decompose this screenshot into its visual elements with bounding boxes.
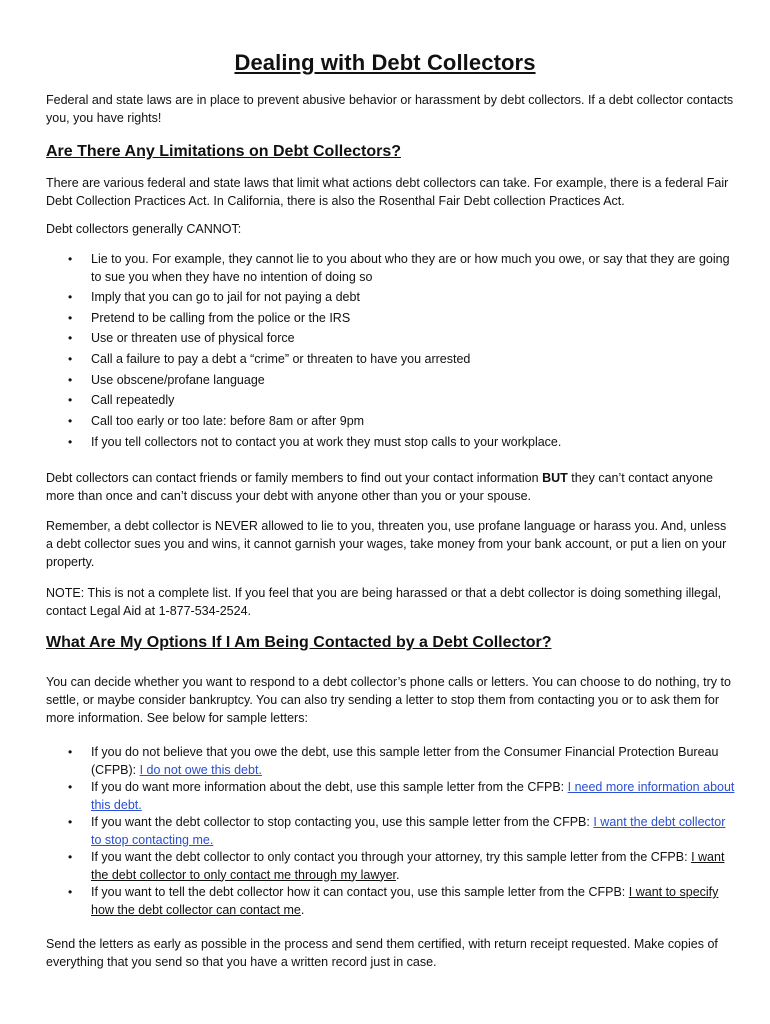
list-item: • Call repeatedly bbox=[46, 392, 736, 410]
bullet-icon: • bbox=[68, 885, 73, 899]
bullet-icon: • bbox=[68, 745, 73, 759]
bullet-icon: • bbox=[68, 252, 73, 266]
closing-paragraph: Send the letters as early as possible in the process and send them certified, with return receipt requested. Make copies of everything that you send so that you have a written record just in case. bbox=[46, 937, 718, 969]
list-item: • Use or threaten use of physical force bbox=[46, 330, 736, 348]
cannot-intro: Debt collectors generally CANNOT: bbox=[46, 222, 242, 236]
bullet-icon: • bbox=[68, 331, 73, 346]
laws-paragraph: There are various federal and state laws that limit what actions debt collectors can take. For example, there is a federal Fair Debt Collection Practices Act. In California, there is also the Rosenthal Fair Debt collection Practices Act. bbox=[46, 176, 729, 208]
list-item: • Use obscene/profane language bbox=[46, 372, 736, 390]
letter-link-more-information[interactable]: I need more information about this debt. bbox=[91, 780, 735, 812]
list-item: • If you want to tell the debt collector how it can contact you, use this sample letter from the CFPB: I want to specify how the debt collector can contact me. bbox=[68, 885, 719, 917]
list-item: • Imply that you can go to jail for not paying a debt bbox=[46, 289, 736, 307]
list-item: • Pretend to be calling from the police or the IRS bbox=[46, 310, 736, 328]
remember-paragraph: Remember, a debt collector is NEVER allowed to lie to you, threaten you, use profane language or harass you. And, unless a debt collector sues you and wins, it cannot garnish your wages, take money from your bank account, or put a lien on your property. bbox=[46, 519, 727, 569]
intro-paragraph: Federal and state laws are in place to prevent abusive behavior or harassment by debt collectors. If a debt collector contacts you, you have rights! bbox=[46, 93, 734, 125]
list-item: • If you want the debt collector to only contact you through your attorney, try this sample letter from the CFPB: I want the debt collector to only contact me through my lawyer. bbox=[68, 850, 725, 882]
sample-letters-list bbox=[46, 744, 736, 919]
cannot-list bbox=[46, 251, 736, 451]
letter-link-do-not-owe[interactable]: I do not owe this debt. bbox=[139, 762, 262, 777]
list-item: • Call a failure to pay a debt a “crime” or threaten to have you arrested bbox=[46, 351, 736, 369]
bullet-icon: • bbox=[68, 290, 73, 304]
options-paragraph: You can decide whether you want to respond to a debt collector’s phone calls or letters. You can choose to do nothing, try to settle, or maybe consider bankruptcy. You can also try sending a letter to stop them from contacting you or to ask them for more information. See below for sample letters: bbox=[46, 675, 731, 725]
list-item: • If you want the debt collector to stop contacting you, use this sample letter from the CFPB: I want the debt collector to stop contacting me. bbox=[68, 815, 726, 847]
bullet-icon: • bbox=[68, 414, 73, 429]
bullet-icon: • bbox=[68, 815, 73, 829]
list-item: • If you do not believe that you owe the debt, use this sample letter from the Consumer Financial Protection Bureau (CFPB): I do not owe this debt. bbox=[68, 745, 719, 777]
letter-link-stop-contacting[interactable]: I want the debt collector to stop contacting me. bbox=[91, 815, 726, 847]
section-heading-options: What Are My Options If I Am Being Contacted by a Debt Collector? bbox=[46, 634, 552, 651]
bullet-icon: • bbox=[68, 850, 73, 864]
bullet-icon: • bbox=[68, 310, 73, 325]
list-item: • If you do want more information about the debt, use this sample letter from the CFPB: I need more information about this debt. bbox=[68, 780, 735, 812]
list-item: • Lie to you. For example, they cannot lie to you about who they are or how much you owe, or say that they are going to sue you when they have no intention of doing so bbox=[68, 252, 730, 284]
bullet-icon: • bbox=[68, 393, 73, 408]
bullet-icon: • bbox=[68, 434, 73, 449]
list-item: • If you tell collectors not to contact you at work they must stop calls to your workplace. bbox=[46, 434, 736, 452]
emphasis-but: BUT bbox=[542, 471, 568, 485]
note-paragraph: NOTE: This is not a complete list. If you feel that you are being harassed or that a debt collector is doing something illegal, contact Legal Aid at 1-877-534-2524. bbox=[46, 586, 722, 618]
list-item: • Call too early or too late: before 8am or after 9pm bbox=[46, 413, 736, 431]
document-title: Dealing with Debt Collectors bbox=[234, 50, 536, 75]
contact-friends-paragraph: Debt collectors can contact friends or family members to find out your contact information BUT they can’t contact anyone more than once and can’t discuss your debt with anyone other than you or your spouse. bbox=[46, 471, 713, 503]
letter-link-through-lawyer[interactable]: I want the debt collector to only contact me through my lawyer bbox=[91, 850, 725, 882]
bullet-icon: • bbox=[68, 372, 73, 387]
bullet-icon: • bbox=[68, 780, 73, 794]
bullet-icon: • bbox=[68, 352, 73, 367]
section-heading-limitations: Are There Any Limitations on Debt Collectors? bbox=[46, 143, 402, 160]
letter-link-specify-contact[interactable]: I want to specify how the debt collector can contact me bbox=[91, 885, 719, 917]
